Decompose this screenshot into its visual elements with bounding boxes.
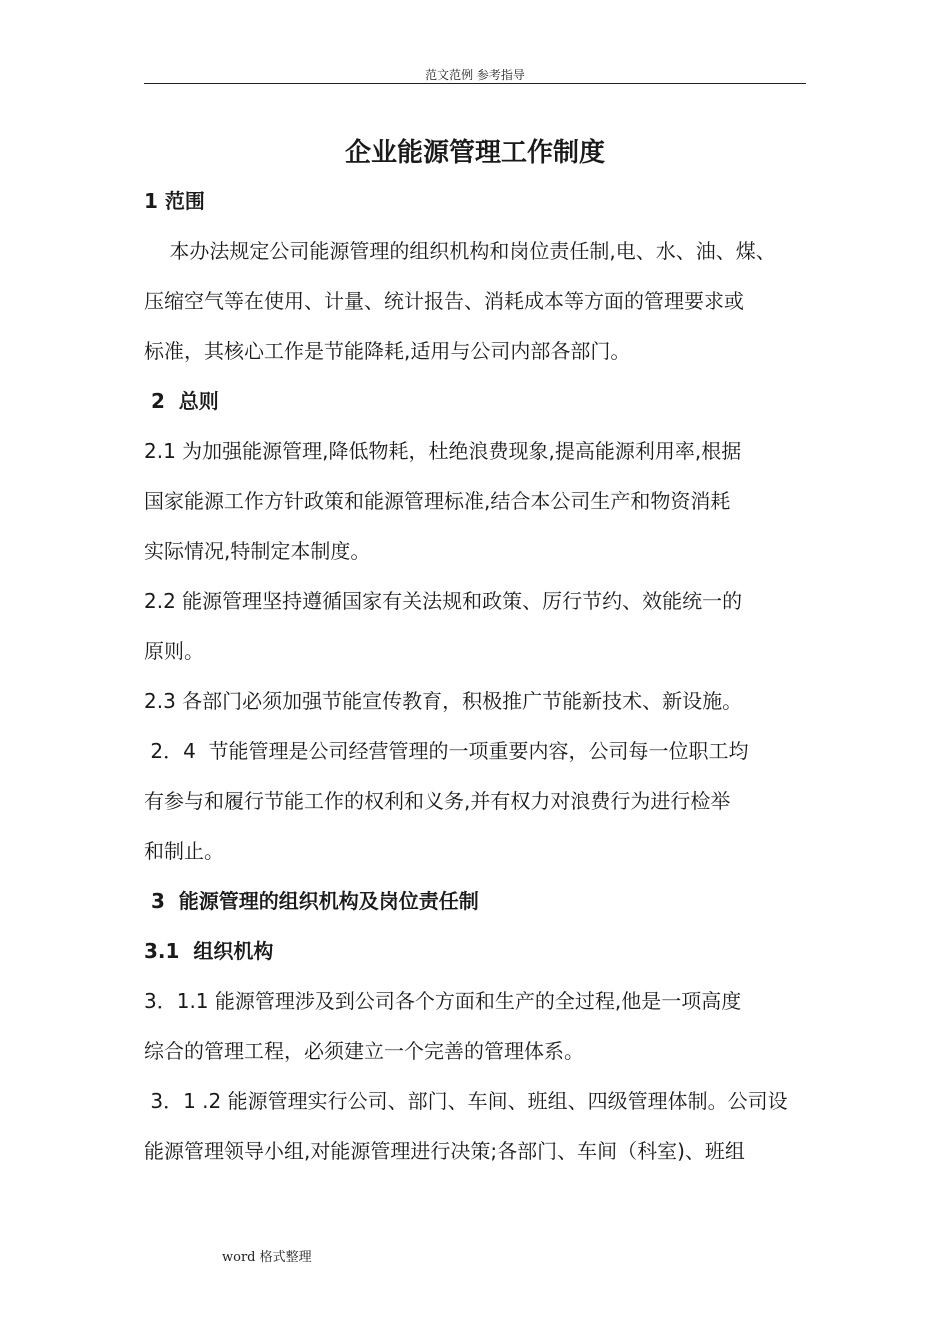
paragraph-line: 国家能源工作方针政策和能源管理标准,结合本公司生产和物资消耗 [144,489,731,513]
paragraph-line: 原则。 [144,639,204,663]
section-heading: 3.1 组织机构 [144,939,274,963]
paragraph-line: 3．1.1 能源管理涉及到公司各个方面和生产的全过程,他是一项高度 [144,989,742,1013]
paragraph-line: 综合的管理工程，必须建立一个完善的管理体系。 [144,1039,584,1063]
paragraph-line: 2．4 节能管理是公司经营管理的一项重要内容，公司每一位职工均 [144,739,749,763]
paragraph-line: 有参与和履行节能工作的权利和义务,并有权力对浪费行为进行检举 [144,789,731,813]
paragraph-line: 压缩空气等在使用、计量、统计报告、消耗成本等方面的管理要求或 [144,289,744,313]
page-header: 范文范例 参考指导 [425,68,525,82]
paragraph-line: 2.1 为加强能源管理,降低物耗，杜绝浪费现象,提高能源利用率,根据 [144,439,742,463]
document-body [144,176,824,1176]
section-heading: 2 总则 [144,389,219,413]
page-footer: word 格式整理 [222,1250,312,1265]
paragraph-line: 实际情况,特制定本制度。 [144,539,371,563]
document-title: 企业能源管理工作制度 [344,138,605,168]
paragraph-line: 标准，其核心工作是节能降耗,适用与公司内部各部门。 [144,339,631,363]
paragraph-line: 本办法规定公司能源管理的组织机构和岗位责任制,电、水、油、煤、 [144,239,776,263]
section-heading: 3 能源管理的组织机构及岗位责任制 [144,889,479,913]
section-heading: 1 范围 [144,189,205,213]
paragraph-line: 3．1 .2 能源管理实行公司、部门、车间、班组、四级管理体制。公司设 [144,1089,788,1113]
paragraph-line: 和制止。 [144,839,224,863]
paragraph-line: 2.3 各部门必须加强节能宣传教育，积极推广节能新技术、新设施。 [144,689,743,713]
header-rule [144,83,806,84]
paragraph-line: 能源管理领导小组,对能源管理进行决策;各部门、车间（科室)、班组 [144,1139,745,1163]
paragraph-line: 2.2 能源管理坚持遵循国家有关法规和政策、厉行节约、效能统一的 [144,589,743,613]
